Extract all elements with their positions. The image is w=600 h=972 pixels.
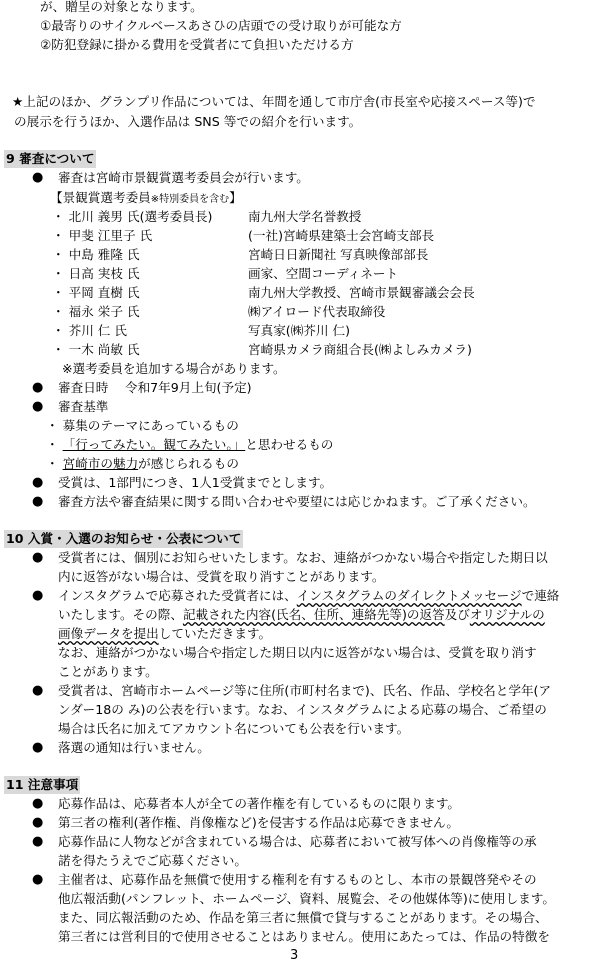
s11-q1: 応募作品は、応募者本人が全ての著作権を有しているものに限ります。 xyxy=(58,796,460,811)
committee-label-close: 】 xyxy=(229,190,242,205)
s10-p3-line-3: 場合は氏名に加えてアカウント名についても公表を行います。 xyxy=(58,721,410,736)
section-11-heading: 11 注意事項 xyxy=(6,777,79,792)
p2c-underlined: 画像データを提出 xyxy=(58,626,159,641)
member-name: ・ 平岡 直樹 氏 xyxy=(52,285,140,300)
member-name: ・ 中島 雅隆 氏 xyxy=(52,247,140,262)
committee-label-text: 【景観賞選考委員 xyxy=(50,190,151,205)
p2b-underlined-1: 記載された内容(氏名、住所、連絡先等)の返答 xyxy=(182,607,445,622)
member-role: 宮崎日日新聞社 写真映像部部長 xyxy=(248,247,429,262)
bullet-icon: ● xyxy=(32,475,44,490)
member-role: 宮崎県カメラ商組合長(㈱よしみカメラ) xyxy=(248,342,472,357)
s10-p2-line-3 xyxy=(58,625,271,643)
member-name: ・ 芥川 仁 氏 xyxy=(52,323,127,338)
s11-q3-line-1: 応募作品に人物などが含まれている場合は、応募者において被写体への肖像権等の承 xyxy=(58,834,537,849)
s10-p2-line-4: なお、連絡がつかない場合や指定した期日以内に返答がない場合は、受賞を取り消す xyxy=(58,645,537,660)
member-role: 画家、空間コーディネート xyxy=(248,266,399,281)
bullet-icon: ● xyxy=(32,588,44,603)
criteria-2-underlined: 「行ってみたい。観てみたい。」 xyxy=(62,437,246,452)
bullet-icon: ● xyxy=(32,380,44,395)
member-role: 南九州大学名誉教授 xyxy=(248,209,362,224)
criteria-3 xyxy=(46,455,239,473)
criteria-2-prefix: ・ xyxy=(46,437,63,452)
member-role: 南九州大学教授、宮崎市景観審議会会長 xyxy=(248,285,475,300)
section-10-heading: 10 入賞・入選のお知らせ・公表について xyxy=(6,531,242,546)
member-role: ㈱アイロード代表取締役 xyxy=(248,304,386,319)
s9-bullet-2: 審査日時 令和7年9月上旬(予定) xyxy=(58,380,252,395)
p2b-mid: 及び xyxy=(444,607,470,622)
p2b-prefix: いたします。その際、 xyxy=(58,607,183,622)
star-note-1: ★上記のほか、グランプリ作品については、年間を通して市庁舎(市長室や応接スペース等)で xyxy=(12,94,536,109)
s10-p1-line-2: 内に返答がない場合は、受賞を取り消すことがあります。 xyxy=(58,569,385,584)
s11-q3-line-2: 諾を得たうえでご応募ください。 xyxy=(58,853,247,868)
criteria-3-suffix: が感じられるもの xyxy=(138,456,239,471)
member-name: ・ 一木 尚敏 氏 xyxy=(52,342,140,357)
bullet-icon: ● xyxy=(32,550,44,565)
bullet-icon: ● xyxy=(32,815,44,830)
s9-bullet-3: 審査基準 xyxy=(58,399,109,414)
s11-q2: 第三者の権利(著作権、肖像権など)を侵害する作品は応募できません。 xyxy=(58,815,459,830)
s11-q4-line-4: 第三者には営利目的で使用させることはありません。使用にあたっては、作品の特徴を xyxy=(58,929,550,944)
s10-p3-line-2: ンダー18の み)の公表を行います。なお、インスタグラムによる応募の場合、ご希望の xyxy=(58,702,547,717)
s10-p1-line-1: 受賞者には、個別にお知らせいたします。なお、連絡がつかない場合や指定した期日以 xyxy=(58,550,548,565)
bullet-icon: ● xyxy=(32,834,44,849)
bullet-icon: ● xyxy=(32,170,44,185)
bullet-icon: ● xyxy=(32,796,44,811)
member-name: ・ 福永 栄子 氏 xyxy=(52,304,140,319)
s10-p4: 落選の通知は行いません。 xyxy=(58,740,210,755)
s11-q4-line-3: また、同広報活動のため、作品を第三者に無償で貸与することがあります。その場合、 xyxy=(58,910,548,925)
criteria-2-suffix: と思わせるもの xyxy=(245,437,334,452)
s9-bullet-4: 受賞は、1部門につき、1人1受賞までとします。 xyxy=(58,475,333,490)
star-note-2: の展示を行うほか、入選作品は SNS 等での紹介を行います。 xyxy=(14,114,362,129)
member-name: ・ 日高 実枝 氏 xyxy=(52,266,140,281)
s9-bullet-5: 審査方法や審査結果に関する問い合わせや要望には応じかねます。ご了承ください。 xyxy=(58,494,536,509)
criteria-2 xyxy=(46,436,333,454)
bullet-icon: ● xyxy=(32,872,44,887)
p2a-underlined: インスタグラムのダイレクトメッセージ xyxy=(296,588,522,603)
bullet-icon: ● xyxy=(32,683,44,698)
s10-p2-line-1 xyxy=(58,587,559,605)
s10-p2-line-2 xyxy=(58,606,545,624)
s10-p2-line-5: ことがあります。 xyxy=(58,664,158,679)
criteria-3-prefix: ・ xyxy=(46,456,63,471)
p2a-prefix: インスタグラムで応募された受賞者には、 xyxy=(58,588,297,603)
s11-q4-line-2: 他広報活動(パンフレット、ホームページ、資料、展覧会、その他媒体等)に使用します。 xyxy=(58,891,555,906)
top-line-1: が、贈呈の対象となります。 xyxy=(40,0,203,14)
s9-bullet-1: 審査は宮崎市景観賞選考委員会が行います。 xyxy=(58,170,309,185)
committee-note: ※特別委員を含む xyxy=(150,194,230,205)
committee-note-line: ※選考委員を追加する場合があります。 xyxy=(62,361,286,376)
bullet-icon: ● xyxy=(32,399,44,414)
section-9-heading: 9 審査について xyxy=(6,151,95,166)
criteria-3-underlined: 宮崎市の魅力 xyxy=(62,456,139,471)
p2a-suffix: で連絡 xyxy=(521,588,560,603)
criteria-1: ・ 募集のテーマにあっているもの xyxy=(46,418,239,433)
member-name: ・ 北川 義男 氏(選考委員長) xyxy=(52,209,213,224)
bullet-icon: ● xyxy=(32,740,44,755)
p2b-underlined-2: オリジナルの xyxy=(469,607,545,622)
bullet-icon: ● xyxy=(32,494,44,509)
member-name: ・ 甲斐 江里子 氏 xyxy=(52,228,153,243)
top-line-3: ②防犯登録に掛かる費用を受賞者にて負担いただける方 xyxy=(40,37,354,52)
s10-p3-line-1: 受賞者は、宮崎市ホームページ等に住所(市町村名まで)、氏名、作品、学校名と学年(ア xyxy=(58,683,552,698)
top-line-2: ①最寄りのサイクルベースあさひの店頭での受け取りが可能な方 xyxy=(40,18,402,33)
page-number: 3 xyxy=(290,948,299,963)
member-role: 写真家(㈱芥川 仁) xyxy=(248,323,350,338)
committee-label xyxy=(50,189,242,207)
p2c-suffix: していただきます。 xyxy=(158,626,272,641)
member-role: (一社)宮崎県建築士会宮崎支部長 xyxy=(248,228,435,243)
s11-q4-line-1: 主催者は、応募作品を無償で使用する権利を有するものとし、本市の景観啓発やその xyxy=(58,872,537,887)
